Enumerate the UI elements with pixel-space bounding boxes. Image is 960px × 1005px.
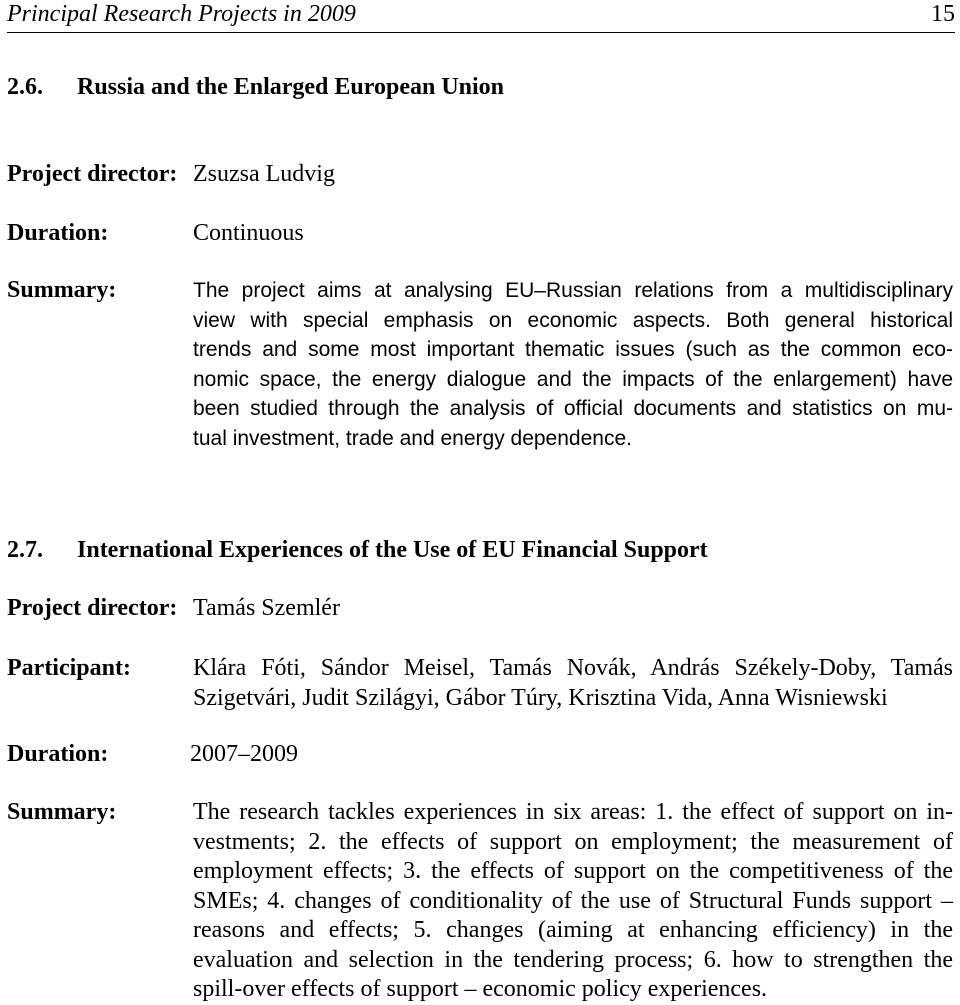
duration-value: 2007–2009 — [190, 741, 298, 767]
summary-label: Summary: — [7, 277, 117, 303]
project-director-value: Tamás Szemlér — [193, 595, 340, 621]
running-header — [7, 0, 955, 33]
duration-value: Continuous — [193, 220, 304, 246]
summary-paragraph — [193, 276, 953, 453]
summary-line: been studied through the analysis of official documents and statistics on mu- — [193, 397, 953, 420]
summary-paragraph — [193, 798, 953, 1005]
section-number: 2.7. — [7, 537, 43, 563]
participant-line: Klára Fóti, Sándor Meisel, Tamás Novák, András Székely-Doby, Tamás — [193, 655, 953, 681]
participant-line: Szigetvári, Judit Szilágyi, Gábor Túry, Krisztina Vida, Anna Wisniewski — [193, 684, 888, 711]
summary-label: Summary: — [7, 799, 117, 825]
duration-label: Duration: — [7, 741, 109, 767]
section-title: International Experiences of the Use of EU Financial Support — [77, 537, 708, 563]
section-title: Russia and the Enlarged European Union — [77, 74, 505, 100]
summary-line: nomic space, the energy dialogue and the impacts of the enlargement) have — [193, 367, 953, 391]
summary-line: SMEs; 4. changes of conditionality of the use of Structural Funds support – — [193, 887, 953, 914]
summary-line: view with special emphasis on economic aspects. Both general historical — [193, 308, 953, 332]
participant-list — [193, 654, 953, 713]
summary-line: The project aims at analysing EU–Russian relations from a multidisciplinary — [193, 279, 953, 302]
summary-line: employment effects; 3. the effects of support on the competitiveness of the — [193, 858, 953, 884]
project-director-label: Project director: — [7, 595, 178, 621]
duration-label: Duration: — [7, 220, 109, 246]
section-heading-2-7 — [7, 536, 708, 564]
summary-line: evaluation and selection in the tendering process; 6. how to strengthen the — [193, 946, 953, 973]
section-heading-2-6 — [7, 73, 504, 101]
summary-line: reasons and effects; 5. changes (aiming at enhancing efficiency) in the — [193, 917, 953, 943]
running-header-title: Principal Research Projects in 2009 — [7, 1, 356, 27]
project-director-value: Zsuzsa Ludvig — [193, 161, 335, 187]
summary-line: The research tackles experiences in six areas: 1. the effect of support on in- — [193, 799, 953, 825]
summary-line: trends and some most important thematic issues (such as the common eco- — [193, 338, 953, 361]
project-director-label: Project director: — [7, 161, 178, 187]
summary-line: spill-over effects of support – economic policy experiences. — [193, 976, 768, 1002]
summary-line: vestments; 2. the effects of support on employment; the measurement of — [193, 828, 953, 855]
participant-label: Participant: — [7, 655, 131, 681]
page-number: 15 — [931, 1, 955, 27]
section-number: 2.6. — [7, 74, 43, 100]
summary-line: tual investment, trade and energy dependence. — [193, 426, 632, 450]
